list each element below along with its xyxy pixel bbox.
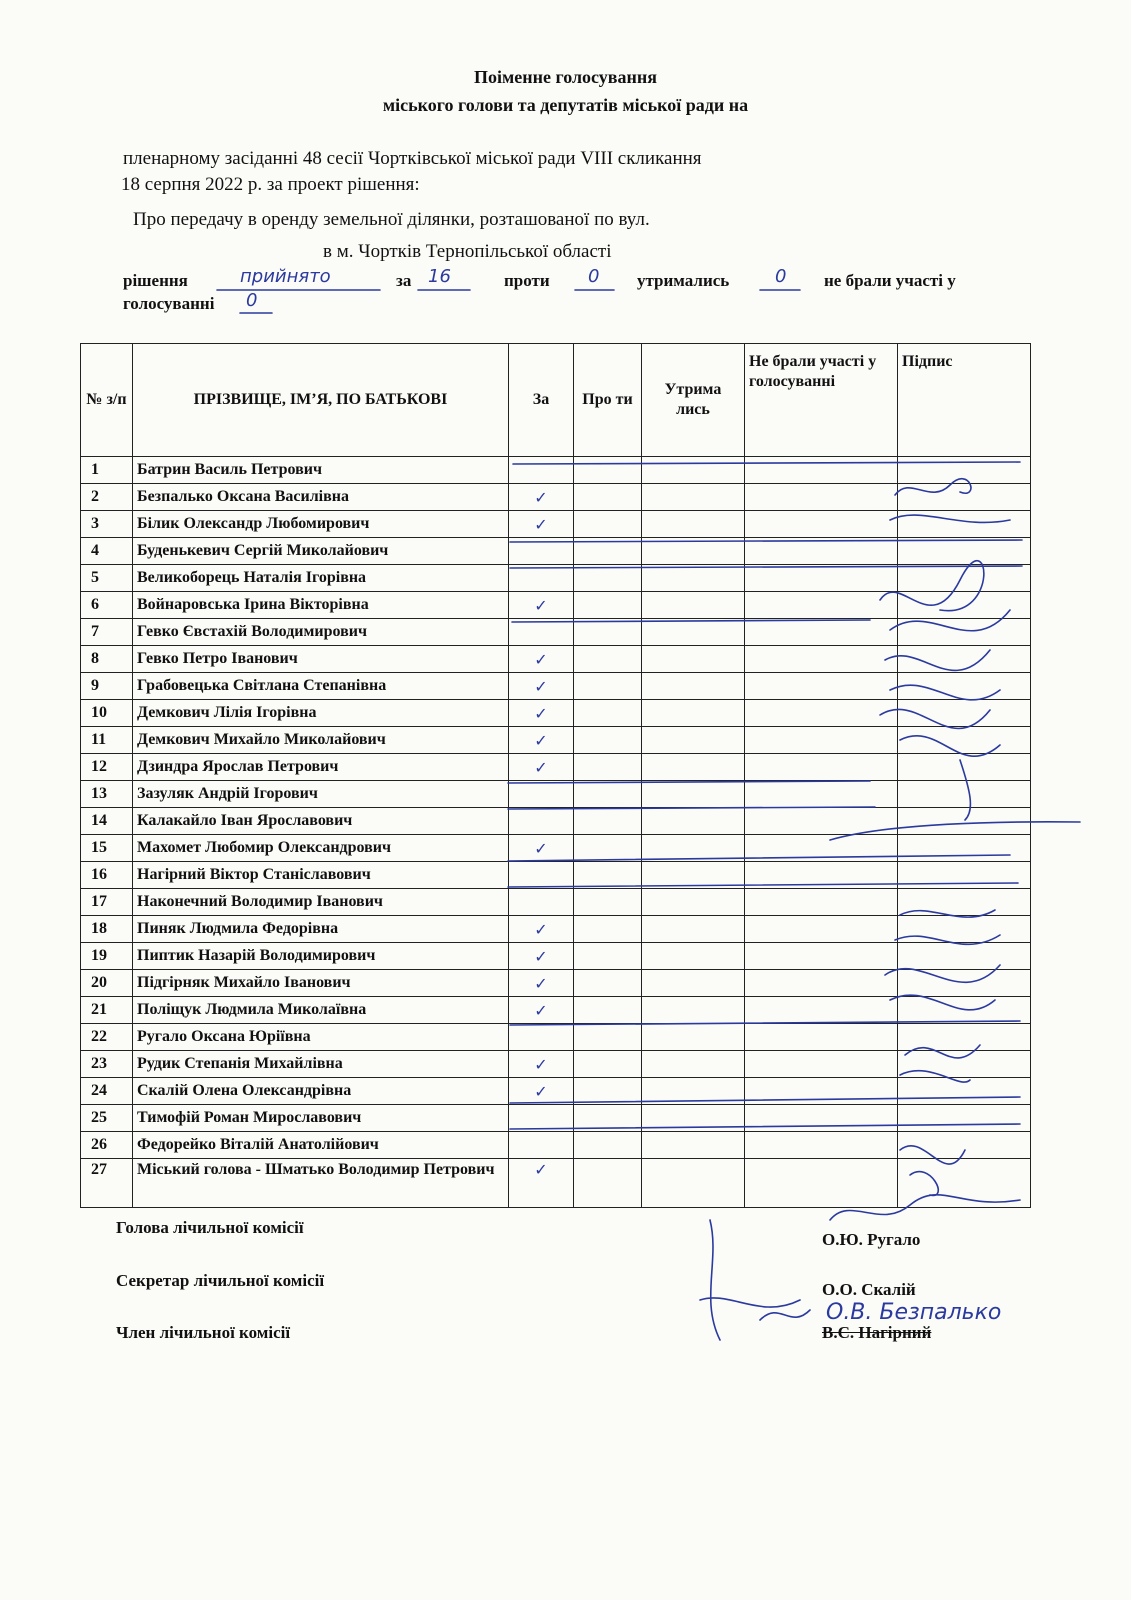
row-for-mark xyxy=(509,565,574,592)
table-row xyxy=(81,646,1031,673)
row-abstained xyxy=(642,484,745,511)
row-abstained xyxy=(642,538,745,565)
row-signature xyxy=(898,484,1031,511)
row-against xyxy=(574,916,642,943)
row-not-voted xyxy=(745,997,898,1024)
row-for-mark: ✓ xyxy=(509,484,574,511)
row-abstained xyxy=(642,862,745,889)
table-row xyxy=(81,457,1031,484)
row-against xyxy=(574,673,642,700)
row-number: 23 xyxy=(81,1051,133,1078)
row-not-voted xyxy=(745,916,898,943)
against-label: проти xyxy=(504,271,550,290)
date-line: 18 серпня 2022 р. за проект рішення: xyxy=(121,174,420,195)
row-signature xyxy=(898,1132,1031,1159)
row-not-voted xyxy=(745,592,898,619)
row-against xyxy=(574,511,642,538)
table-row xyxy=(81,511,1031,538)
row-for-mark: ✓ xyxy=(509,754,574,781)
row-not-voted xyxy=(745,565,898,592)
row-signature xyxy=(898,943,1031,970)
subject-line-2: в м. Чортків Тернопільської області xyxy=(323,241,612,262)
subject-line-1: Про передачу в оренду земельної ділянки, розташованої по вул. xyxy=(133,209,650,230)
row-not-voted xyxy=(745,511,898,538)
row-for-mark: ✓ xyxy=(509,943,574,970)
row-for-mark xyxy=(509,619,574,646)
row-abstained xyxy=(642,673,745,700)
row-not-voted xyxy=(745,1051,898,1078)
row-number: 7 xyxy=(81,619,133,646)
row-abstained xyxy=(642,565,745,592)
row-for-mark: ✓ xyxy=(509,1159,574,1208)
row-abstained xyxy=(642,1024,745,1051)
row-name: Гевко Петро Іванович xyxy=(133,646,509,673)
row-for-mark: ✓ xyxy=(509,997,574,1024)
row-not-voted xyxy=(745,646,898,673)
row-abstained xyxy=(642,1159,745,1208)
row-name: Великоборець Наталія Ігорівна xyxy=(133,565,509,592)
table-row xyxy=(81,916,1031,943)
row-signature xyxy=(898,700,1031,727)
row-signature xyxy=(898,808,1031,835)
row-number: 16 xyxy=(81,862,133,889)
row-not-voted xyxy=(745,538,898,565)
table-row xyxy=(81,862,1031,889)
row-name: Федорейко Віталій Анатолійович xyxy=(133,1132,509,1159)
row-not-voted xyxy=(745,673,898,700)
row-for-mark: ✓ xyxy=(509,592,574,619)
row-signature xyxy=(898,781,1031,808)
row-for-mark: ✓ xyxy=(509,727,574,754)
row-against xyxy=(574,754,642,781)
decision-underline xyxy=(217,290,800,313)
row-name: Дзиндра Ярослав Петрович xyxy=(133,754,509,781)
row-against xyxy=(574,538,642,565)
table-row xyxy=(81,835,1031,862)
handwritten-member-note: О.В. Безпалько xyxy=(826,1300,1002,1325)
for-value: 16 xyxy=(428,266,451,287)
not-voted-label-1: не брали участі у xyxy=(824,271,956,290)
row-number: 26 xyxy=(81,1132,133,1159)
row-not-voted xyxy=(745,943,898,970)
row-signature xyxy=(898,619,1031,646)
row-name: Тимофій Роман Мирославович xyxy=(133,1105,509,1132)
row-abstained xyxy=(642,646,745,673)
row-name: Батрин Василь Петрович xyxy=(133,457,509,484)
table-row xyxy=(81,565,1031,592)
table-row xyxy=(81,1105,1031,1132)
row-against xyxy=(574,592,642,619)
row-not-voted xyxy=(745,808,898,835)
row-name: Пиптик Назарій Володимирович xyxy=(133,943,509,970)
row-name: Демкович Михайло Миколайович xyxy=(133,727,509,754)
row-signature xyxy=(898,457,1031,484)
row-not-voted xyxy=(745,1078,898,1105)
row-abstained xyxy=(642,835,745,862)
member-name: В.С. Нагірний xyxy=(822,1323,932,1342)
row-signature xyxy=(898,565,1031,592)
row-number: 11 xyxy=(81,727,133,754)
row-name: Нагірний Віктор Станіславович xyxy=(133,862,509,889)
row-signature xyxy=(898,889,1031,916)
chair-role: Голова лічильної комісії xyxy=(116,1218,304,1237)
row-number: 1 xyxy=(81,457,133,484)
row-abstained xyxy=(642,511,745,538)
table-row xyxy=(81,943,1031,970)
row-name: Скалій Олена Олександрівна xyxy=(133,1078,509,1105)
table-row xyxy=(81,1051,1031,1078)
row-name: Буденькевич Сергій Миколайович xyxy=(133,538,509,565)
session-line: пленарному засіданні 48 сесії Чортківської міської ради VIII скликання xyxy=(123,148,702,169)
row-number: 9 xyxy=(81,673,133,700)
row-against xyxy=(574,565,642,592)
row-name: Білик Олександр Любомирович xyxy=(133,511,509,538)
row-for-mark: ✓ xyxy=(509,511,574,538)
row-not-voted xyxy=(745,700,898,727)
row-number: 25 xyxy=(81,1105,133,1132)
row-name: Рудик Степанія Михайлівна xyxy=(133,1051,509,1078)
row-name: Підгірняк Михайло Іванович xyxy=(133,970,509,997)
abstained-value: 0 xyxy=(775,266,787,287)
row-for-mark xyxy=(509,538,574,565)
row-name: Грабовецька Світлана Степанівна xyxy=(133,673,509,700)
row-against xyxy=(574,943,642,970)
row-against xyxy=(574,1051,642,1078)
col-header-signature: Підпис xyxy=(898,344,1031,457)
row-signature xyxy=(898,673,1031,700)
row-number: 13 xyxy=(81,781,133,808)
row-against xyxy=(574,1105,642,1132)
row-not-voted xyxy=(745,970,898,997)
table-row xyxy=(81,592,1031,619)
row-number: 2 xyxy=(81,484,133,511)
row-for-mark: ✓ xyxy=(509,673,574,700)
document-title: Поіменне голосування xyxy=(473,67,658,87)
row-against xyxy=(574,1078,642,1105)
row-name: Поліщук Людмила Миколаївна xyxy=(133,997,509,1024)
row-for-mark xyxy=(509,457,574,484)
row-signature xyxy=(898,1078,1031,1105)
row-number: 19 xyxy=(81,943,133,970)
voting-table-body xyxy=(81,457,1031,1208)
row-against xyxy=(574,970,642,997)
row-not-voted xyxy=(745,1024,898,1051)
row-for-mark: ✓ xyxy=(509,1078,574,1105)
table-row xyxy=(81,1024,1031,1051)
row-number: 22 xyxy=(81,1024,133,1051)
row-number: 8 xyxy=(81,646,133,673)
row-for-mark: ✓ xyxy=(509,835,574,862)
table-row xyxy=(81,808,1031,835)
row-number: 21 xyxy=(81,997,133,1024)
row-number: 20 xyxy=(81,970,133,997)
row-not-voted xyxy=(745,781,898,808)
secretary-signature xyxy=(700,1220,810,1340)
col-header-for: За xyxy=(509,344,574,457)
row-abstained xyxy=(642,970,745,997)
row-for-mark xyxy=(509,1105,574,1132)
row-signature xyxy=(898,727,1031,754)
row-against xyxy=(574,1159,642,1208)
secretary-role: Секретар лічильної комісії xyxy=(116,1271,325,1290)
row-number: 15 xyxy=(81,835,133,862)
row-for-mark xyxy=(509,862,574,889)
table-row xyxy=(81,970,1031,997)
row-abstained xyxy=(642,457,745,484)
row-for-mark xyxy=(509,889,574,916)
row-signature xyxy=(898,1024,1031,1051)
col-header-not-voted: Не брали участі у голосуванні xyxy=(745,344,898,457)
abstained-label: утримались xyxy=(637,271,730,290)
table-row xyxy=(81,1132,1031,1159)
col-header-name: ПРІЗВИЩЕ, ІМ’Я, ПО БАТЬКОВІ xyxy=(133,344,509,457)
row-abstained xyxy=(642,754,745,781)
row-number: 17 xyxy=(81,889,133,916)
row-not-voted xyxy=(745,484,898,511)
table-row xyxy=(81,673,1031,700)
col-header-against: Про ти xyxy=(574,344,642,457)
row-against xyxy=(574,700,642,727)
table-row xyxy=(81,754,1031,781)
row-for-mark: ✓ xyxy=(509,700,574,727)
row-signature xyxy=(898,1051,1031,1078)
row-against xyxy=(574,457,642,484)
row-signature xyxy=(898,916,1031,943)
row-not-voted xyxy=(745,1159,898,1208)
row-against xyxy=(574,808,642,835)
row-abstained xyxy=(642,592,745,619)
document-subtitle: міського голови та депутатів міської ради на xyxy=(382,95,749,115)
row-name: Безпалько Оксана Василівна xyxy=(133,484,509,511)
table-row xyxy=(81,889,1031,916)
row-number: 3 xyxy=(81,511,133,538)
row-name: Махомет Любомир Олександрович xyxy=(133,835,509,862)
col-header-num: № з/п xyxy=(81,344,133,457)
row-abstained xyxy=(642,619,745,646)
row-number: 6 xyxy=(81,592,133,619)
row-against xyxy=(574,835,642,862)
row-signature xyxy=(898,592,1031,619)
row-number: 24 xyxy=(81,1078,133,1105)
row-not-voted xyxy=(745,754,898,781)
row-number: 14 xyxy=(81,808,133,835)
row-against xyxy=(574,1132,642,1159)
row-name: Демкович Лілія Ігорівна xyxy=(133,700,509,727)
row-signature xyxy=(898,835,1031,862)
table-row xyxy=(81,619,1031,646)
row-abstained xyxy=(642,889,745,916)
row-signature xyxy=(898,1105,1031,1132)
decision-value: прийнято xyxy=(240,266,331,287)
row-abstained xyxy=(642,997,745,1024)
row-name: Калакайло Іван Ярославович xyxy=(133,808,509,835)
row-against xyxy=(574,862,642,889)
row-abstained xyxy=(642,1078,745,1105)
table-header-row xyxy=(81,344,1031,457)
row-abstained xyxy=(642,943,745,970)
table-row xyxy=(81,538,1031,565)
row-abstained xyxy=(642,916,745,943)
row-against xyxy=(574,1024,642,1051)
row-for-mark xyxy=(509,1132,574,1159)
row-against xyxy=(574,619,642,646)
chair-name: О.Ю. Ругало xyxy=(822,1230,921,1249)
row-signature xyxy=(898,646,1031,673)
row-not-voted xyxy=(745,457,898,484)
row-signature xyxy=(898,754,1031,781)
row-signature xyxy=(898,511,1031,538)
row-against xyxy=(574,997,642,1024)
table-row xyxy=(81,997,1031,1024)
secretary-name: О.О. Скалій xyxy=(822,1280,916,1299)
row-name: Міський голова - Шматько Володимир Петрович xyxy=(133,1159,509,1208)
row-against xyxy=(574,727,642,754)
row-name: Войнаровська Ірина Вікторівна xyxy=(133,592,509,619)
not-voted-value: 0 xyxy=(246,290,258,311)
row-for-mark: ✓ xyxy=(509,970,574,997)
row-for-mark xyxy=(509,1024,574,1051)
row-not-voted xyxy=(745,835,898,862)
table-row xyxy=(81,727,1031,754)
row-not-voted xyxy=(745,889,898,916)
row-against xyxy=(574,889,642,916)
against-value: 0 xyxy=(588,266,600,287)
table-row xyxy=(81,1078,1031,1105)
row-abstained xyxy=(642,1051,745,1078)
row-name: Пиняк Людмила Федорівна xyxy=(133,916,509,943)
row-name: Наконечний Володимир Іванович xyxy=(133,889,509,916)
for-label: за xyxy=(396,271,412,290)
not-voted-label-2: голосуванні xyxy=(123,294,215,313)
table-row xyxy=(81,781,1031,808)
row-signature xyxy=(898,970,1031,997)
row-name: Ругало Оксана Юріївна xyxy=(133,1024,509,1051)
row-signature xyxy=(898,538,1031,565)
row-abstained xyxy=(642,808,745,835)
voting-table xyxy=(80,343,1031,1208)
row-abstained xyxy=(642,1132,745,1159)
row-signature xyxy=(898,997,1031,1024)
row-for-mark xyxy=(509,808,574,835)
row-not-voted xyxy=(745,1105,898,1132)
row-not-voted xyxy=(745,862,898,889)
member-role: Член лічильної комісії xyxy=(116,1323,291,1342)
row-against xyxy=(574,781,642,808)
row-not-voted xyxy=(745,1132,898,1159)
row-not-voted xyxy=(745,727,898,754)
row-signature xyxy=(898,1159,1031,1208)
row-for-mark: ✓ xyxy=(509,916,574,943)
row-number: 18 xyxy=(81,916,133,943)
row-for-mark: ✓ xyxy=(509,1051,574,1078)
row-abstained xyxy=(642,1105,745,1132)
row-for-mark: ✓ xyxy=(509,646,574,673)
table-row xyxy=(81,1159,1031,1208)
col-header-abstained: Утрима лись xyxy=(642,344,745,457)
row-abstained xyxy=(642,727,745,754)
row-against xyxy=(574,484,642,511)
row-number: 4 xyxy=(81,538,133,565)
row-abstained xyxy=(642,781,745,808)
row-name: Гевко Євстахій Володимирович xyxy=(133,619,509,646)
row-name: Зазуляк Андрій Ігорович xyxy=(133,781,509,808)
row-number: 27 xyxy=(81,1159,133,1208)
table-row xyxy=(81,484,1031,511)
table-row xyxy=(81,700,1031,727)
decision-label: рішення xyxy=(123,271,188,290)
row-abstained xyxy=(642,700,745,727)
row-for-mark xyxy=(509,781,574,808)
row-against xyxy=(574,646,642,673)
row-not-voted xyxy=(745,619,898,646)
row-signature xyxy=(898,862,1031,889)
row-number: 5 xyxy=(81,565,133,592)
row-number: 10 xyxy=(81,700,133,727)
row-number: 12 xyxy=(81,754,133,781)
